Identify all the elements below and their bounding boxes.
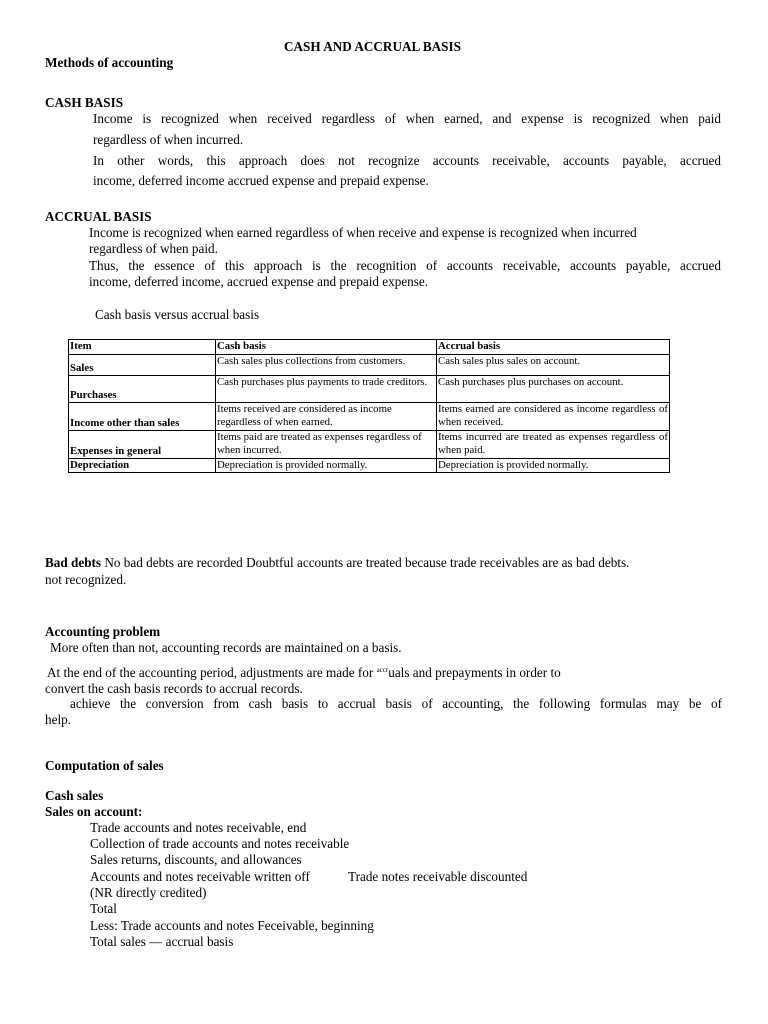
table-header-row [69,340,670,355]
bad-debts-line-1 [45,555,629,571]
table-cell-accrual: Depreciation is provided normally. [437,459,670,473]
table-cell-cash: Cash sales plus collections from customers. [216,355,437,376]
table-row [69,403,670,431]
table-cell-item: Sales [69,355,216,376]
table-cell-cash: Items paid are treated as expenses regardless of when incurred. [216,431,437,459]
table-cell-accrual: Items incurred are treated as expenses regardless of when paid. [437,431,670,459]
table-row [69,376,670,403]
accrual-basis-line-4: income, deferred income, accrued expense and prepaid expense. [89,274,429,289]
computation-item: Less: Trade accounts and notes Feceivable, beginning [90,918,374,933]
page-title: CASH AND ACCRUAL BASIS [284,39,461,54]
accrual-basis-heading: ACCRUAL BASIS [45,209,152,224]
computation-item: Trade notes receivable discounted [348,869,528,884]
accounting-problem-line-2b: uals and prepayments in order to [388,665,561,680]
cash-basis-line-1: Income is recognized when received regardless of when earned, and expense is recognized when paid [93,111,721,126]
table-cell-accrual: Cash purchases plus purchases on account. [437,376,670,403]
table-row [69,431,670,459]
accounting-problem-line-4: achieve the conversion from cash basis to accrual basis of accounting, the following formulas may be of [70,696,722,711]
table-cell-cash: Items received are considered as income regardless of when earned. [216,403,437,431]
accounting-problem-line-3: convert the cash basis records to accrual records. [45,681,303,696]
table-cell-item: Expenses in general [69,431,216,459]
table-row [69,459,670,473]
bad-debts-text: No bad debts are recorded Doubtful accounts are treated because trade receivables are as bad debts. [104,555,630,570]
table-row [69,355,670,376]
table-header-cash: Cash basis [216,340,437,355]
accounting-problem-line-2 [47,665,561,681]
table-cell-item: Income other than sales [69,403,216,431]
computation-item: Sales returns, discounts, and allowances [90,852,302,867]
methods-heading: Methods of accounting [45,55,174,70]
computation-item: Total [90,901,117,916]
table-header-item: Item [69,340,216,355]
computation-item: (NR directly credited) [90,885,207,900]
table-cell-item: Depreciation [69,459,216,473]
table-cell-accrual: Items earned are considered as income regardless of when received. [437,403,670,431]
accrual-basis-line-3: Thus, the essence of this approach is the recognition of accounts receivable, accounts payable, accrued [89,258,721,273]
table-cell-item: Purchases [69,376,216,403]
bad-debts-line-2: not recognized. [45,572,127,587]
accounting-problem-line-1: More often than not, accounting records are maintained on a basis. [50,640,402,655]
table-cell-accrual: Cash sales plus sales on account. [437,355,670,376]
table-caption: Cash basis versus accrual basis [95,307,260,322]
accounting-problem-heading: Accounting problem [45,624,161,639]
cash-basis-line-3: In other words, this approach does not recognize accounts receivable, accounts payable, accrued [93,153,721,168]
table-header-accrual: Accrual basis [437,340,670,355]
computation-item: Total sales — accrual basis [90,934,234,949]
computation-item: Accounts and notes receivable written off [90,869,310,884]
computation-item: Collection of trade accounts and notes receivable [90,836,350,851]
computation-item: Trade accounts and notes receivable, end [90,820,307,835]
cash-basis-line-2: regardless of when incurred. [93,132,244,147]
table-cell-cash: Depreciation is provided normally. [216,459,437,473]
comparison-table [68,339,670,473]
computation-heading: Computation of sales [45,758,164,773]
cash-sales-label: Cash sales [45,788,104,803]
accrual-basis-line-1: Income is recognized when earned regardless of when receive and expense is recognized when incurred [89,225,637,240]
accrual-basis-line-2: regardless of when paid. [89,241,218,256]
accounting-problem-line-2a: At the end of the accounting period, adjustments are made for [47,665,374,680]
cash-basis-heading: CASH BASIS [45,95,124,110]
accounting-problem-line-5: help. [45,712,72,727]
sales-on-account-label: Sales on account: [45,804,143,819]
bad-debts-label: Bad debts [45,555,102,570]
table-cell-cash: Cash purchases plus payments to trade creditors. [216,376,437,403]
cash-basis-line-4: income, deferred income accrued expense and prepaid expense. [93,173,429,188]
accounting-problem-superscript: accr [376,666,389,674]
